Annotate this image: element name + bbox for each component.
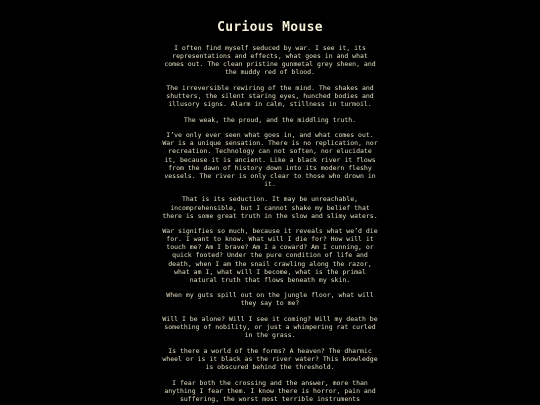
paragraph: Will I be alone? Will I see it coming? Will my death be something of nobility, or just a whimpering rat curled in the grass. <box>162 315 378 340</box>
page-title: Curious Mouse <box>217 20 323 35</box>
paragraph: I fear both the crossing and the answer, more than anything I fear them. I know there is horror, pain and suffering, the worst most terrible instruments <box>164 378 376 403</box>
paragraph: I’ve only ever seen what goes in, and what comes out. War is a unique sensation. There is no replication, nor recreation. Technology can not soften, nor elucidate it, because it is ancient. Like a black river it flows from the dawn of history down into its modern fleshy vessels. The river is only clear to those who drown in it. <box>162 131 378 188</box>
paragraph: That is its seduction. It may be unreachable, incomprehensible, but I cannot shake my belief that there is some great truth in the slow and slimy waters. <box>162 195 378 220</box>
paragraph: The weak, the proud, and the middling truth. <box>183 115 357 124</box>
paragraph: When my guts spill out on the jungle floor, what will they say to me? <box>166 291 374 308</box>
article-body <box>162 44 378 405</box>
paragraph: I often find myself seduced by war. I see it, its representations and effects, what goes in and what comes out. The clean pristine gunmetal grey sheen, and the muddy red of blood. <box>164 44 376 77</box>
paragraph: Is there a world of the forms? A heaven? The dharmic wheel or is it black as the river water? This knowledge is obscured behind the threshold. <box>162 346 378 371</box>
paragraph: War signifies so much, because it reveals what we’d die for. I want to know. What will I die for? How will it touch me? Am I brave? Am I a coward? Am I cunning, or quick footed? Under the pure condition of life and death, when I am the snail crawling along the razor, what am I, what will I become, what is the primal natural truth that flows beneath my skin. <box>162 227 378 284</box>
paragraph: The irreversible rewiring of the mind. The shakes and shutters, the silent staring eyes, hunched bodies and illusory signs. Alarm in calm, stillness in turmoil. <box>166 83 374 109</box>
